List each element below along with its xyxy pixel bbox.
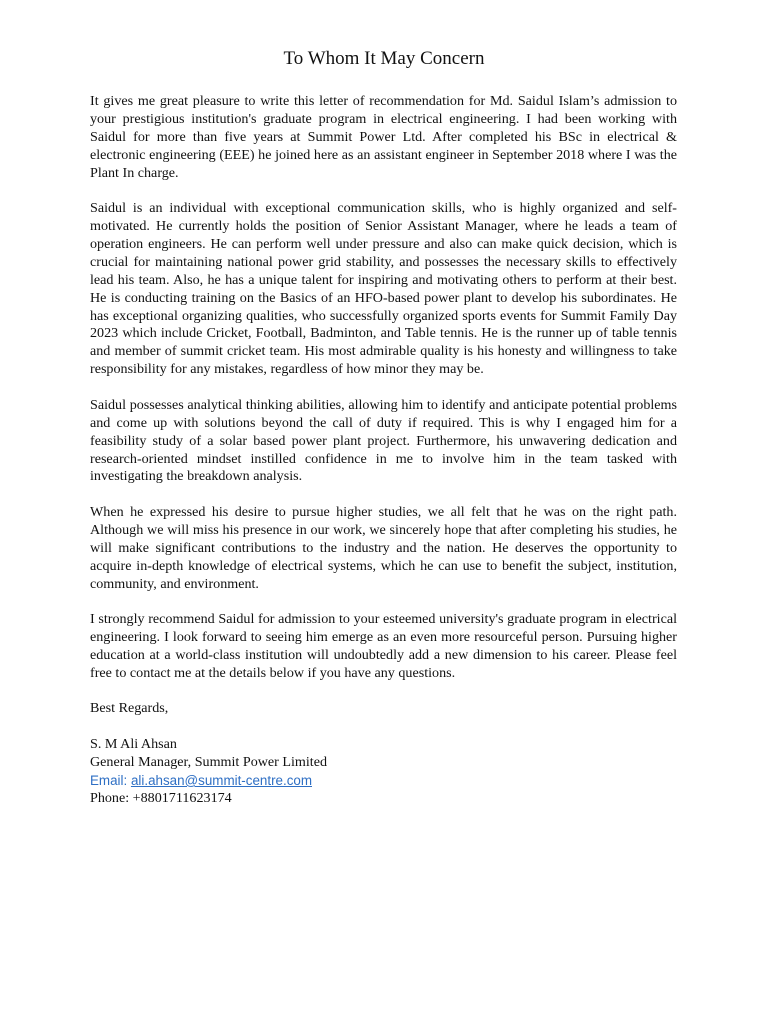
- email-label: Email:: [90, 772, 128, 788]
- paragraph-skills: Saidul is an individual with exceptional communication skills, who is highly organized and self-motivated. He currently holds the position of Senior Assistant Manager, where he leads a team of operation engineers. He can perform well under pressure and also can make quick decision, which is crucial for maintaining national power grid stability, and possesses the necessary skills to effectively lead his team. Also, he has a unique talent for inspiring and motivating others to perform at their best. He is conducting training on the Basics of an HFO-based power plant to develop his subordinates. He has exceptional organizing qualities, who successfully organized sports events for Summit Family Day 2023 which include Cricket, Football, Badminton, and Table tennis. He is the runner up of table tennis and member of summit cricket team. His most admirable quality is his honesty and willingness to take responsibility for any mistakes, regardless of how minor they may be.: [90, 200, 677, 378]
- paragraph-higher-studies: When he expressed his desire to pursue higher studies, we all felt that he was on the right path. Although we will miss his presence in our work, we sincerely hope that after completing his studies, he will make significant contributions to the industry and the nation. He deserves the opportunity to acquire in-depth knowledge of electrical systems, which he can use to benefit the subject, institution, community, and environment.: [90, 503, 677, 592]
- letter-title: To Whom It May Concern: [283, 48, 485, 69]
- signature-block: [90, 736, 677, 808]
- signatory-name: S. M Ali Ahsan: [90, 736, 177, 753]
- closing-salutation: Best Regards,: [90, 700, 169, 717]
- email-line: [90, 772, 677, 790]
- email-link[interactable]: ali.ahsan@summit-centre.com: [130, 772, 312, 788]
- letter-body: [90, 93, 677, 808]
- phone-line: Phone: +8801711623174: [90, 789, 232, 806]
- signatory-position: General Manager, Summit Power Limited: [90, 754, 328, 771]
- paragraph-introduction: It gives me great pleasure to write this letter of recommendation for Md. Saidul Islam’s admission to your prestigious institution's graduate program in electrical engineering. I had been working with Saidul for more than five years at Summit Power Ltd. After completed his BSc in electrical & electronic engineering (EEE) he joined here as an assistant engineer in September 2018 where I was the Plant In charge.: [90, 93, 677, 181]
- paragraph-recommendation: I strongly recommend Saidul for admission to your esteemed university's graduate program in electrical engineering. I look forward to seeing him emerge as an even more resourceful person. Pursuing higher education at a world-class institution will undoubtedly add a new dimension to his career. Please feel free to contact me at the details below if you have any questions.: [90, 611, 677, 681]
- paragraph-analytical: Saidul possesses analytical thinking abilities, allowing him to identify and anticipate potential problems and come up with solutions beyond the call of duty if required. This is why I engaged him for a feasibility study of a solar based power plant project. Furthermore, his unwavering dedication and research-oriented mindset instilled confidence in me to involve him in the team tasked with investigating the breakdown analysis.: [90, 396, 677, 485]
